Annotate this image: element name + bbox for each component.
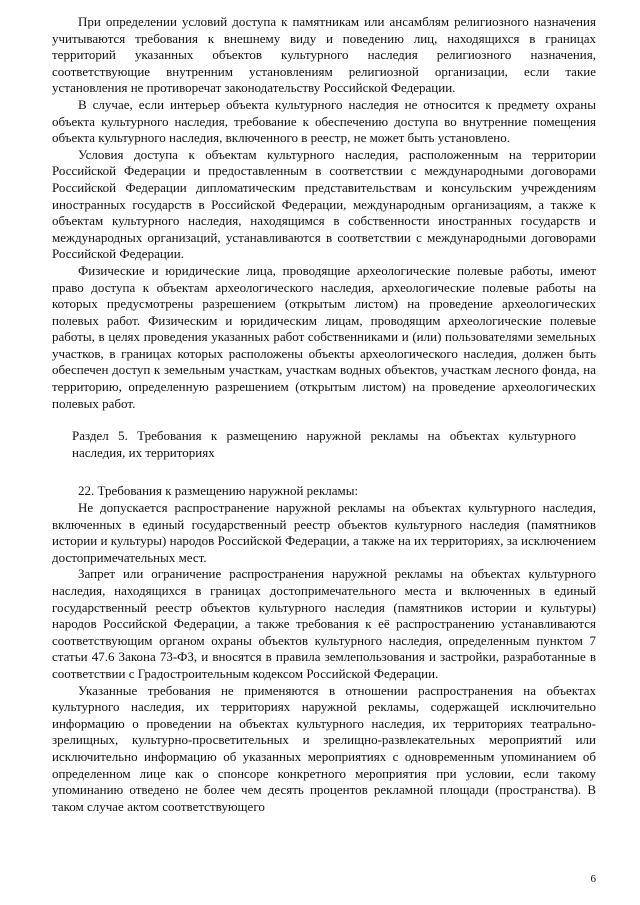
- paragraph-item-22: 22. Требования к размещению наружной рекламы:: [78, 483, 359, 499]
- paragraph-advertising-restriction: Запрет или ограничение распространения наружной рекламы на объектах культурного наследия, находящихся в границах достопримечательного места и включенных в единый государственный реестр объектов культурного наследия (памятников истории и культуры) народов Российской Федерации, а также требования к её распространению устанавливаются соответствующим органом охраны объектов культурного наследия, определенным пунктом 7 статьи 47.6 Закона 73-ФЗ, и вносятся в правила землепользования и застройки, разработанные в соответствии с Градостроительным кодексом Российской Федерации.: [52, 566, 596, 681]
- page-number: 6: [590, 873, 596, 885]
- section-heading: Раздел 5. Требования к размещению наружной рекламы на объектах культурного наследия, их территориях: [72, 428, 576, 460]
- paragraph-archaeological-access: Физические и юридические лица, проводящие археологические полевые работы, имеют право доступа к объектам археологического наследия, археологические полевые работы на которых предусмотрены разрешением (открытым листом) на проведение археологических полевых работ. Физическим и юридическим лицам, проводящим археологические полевые работы, в целях проведения указанных работ собственниками и (или) пользователями земельных участков, в границах которых расположены объекты археологического наследия, должен быть обеспечен доступ к земельным участкам, участкам водных объектов, участкам лесного фонда, на территорию, определенную разрешением (открытым листом) на проведение археологических полевых работ.: [52, 262, 596, 411]
- paragraph-religious-access: При определении условий доступа к памятникам или ансамблям религиозного назначения учитываются требования к внешнему виду и поведению лиц, находящихся в границах территорий указанных объектов культурного наследия религиозного назначения, соответствующие внутренним установлениям религиозной организации, если такие установления не противоречат законодательству Российской Федерации.: [52, 14, 596, 96]
- paragraph-international-access: Условия доступа к объектам культурного наследия, расположенным на территории Российской Федерации и предоставленным в соответствии с международными договорами Российской Федерации дипломатическим представительствам и консульским учреждениям иностранных государств в Российской Федерации, международным организациям, а также к объектам культурного наследия, находящимся в собственности иностранных государств и международных организаций, устанавливаются в соответствии с международными договорами Российской Федерации.: [52, 146, 596, 262]
- paragraph-advertising-exceptions: Указанные требования не применяются в отношении распространения на объектах культурного наследия, их территориях наружной рекламы, содержащей исключительно информацию о проведении на объектах культурного наследия, их территориях театрально-зрелищных, культурно-просветительных и зрелищно-развлекательных мероприятий или исключительно информацию об указанных мероприятиях с одновременным упоминанием об определенном лице как о спонсоре конкретного мероприятия при условии, если такому упоминанию отведено не более чем десять процентов рекламной площади (пространства). В таком случае актом соответствующего: [52, 682, 596, 814]
- page-content: [52, 14, 596, 815]
- paragraph-interior-access: В случае, если интерьер объекта культурного наследия не относится к предмету охраны объекта культурного наследия, требование к обеспечению доступа во внутренние помещения объекта культурного наследия, включенного в реестр, не может быть установлено.: [52, 96, 596, 146]
- paragraph-advertising-ban: Не допускается распространение наружной рекламы на объектах культурного наследия, включенных в единый государственный реестр объектов культурного наследия (памятников истории и культуры) народов Российской Федерации, а также на их территориях, за исключением достопримечательных мест.: [52, 500, 596, 565]
